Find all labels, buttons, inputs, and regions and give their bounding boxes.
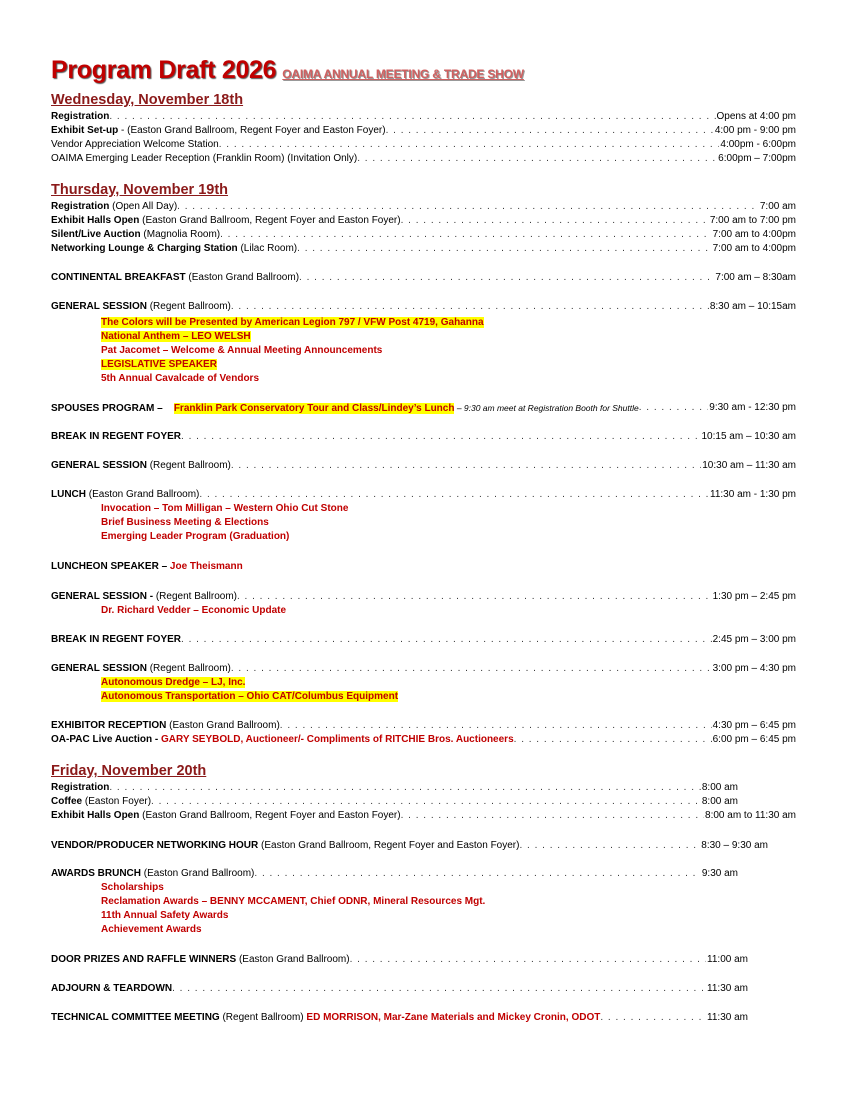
time-value: 1:30 pm – 2:45 pm — [712, 591, 796, 602]
schedule-row: Coffee (Easton Foyer) . . . 8:00 am — [51, 795, 796, 809]
time-value: 6:00pm – 7:00pm — [718, 153, 796, 164]
time-value: 9:30 am - 12:30 pm — [709, 402, 796, 413]
session-item: 5th Annual Cavalcade of Vendors — [101, 373, 260, 384]
schedule-row: GENERAL SESSION - (Regent Ballroom) . . . 1:30 pm – 2:45 pm — [51, 590, 796, 604]
time-value: 10:30 am – 11:30 am — [702, 460, 796, 471]
session-item: Emerging Leader Program (Graduation) — [101, 531, 290, 542]
luncheon-speaker-row: LUNCHEON SPEAKER – Joe Theismann — [51, 561, 243, 572]
session-item: National Anthem – LEO WELSH — [101, 331, 251, 342]
schedule-row: GENERAL SESSION (Regent Ballroom) . . . 8:30 am – 10:15am — [51, 300, 796, 314]
time-value: 4:30 pm – 6:45 pm — [712, 720, 796, 731]
schedule-row: Registration . . . Opens at 4:00 pm — [51, 110, 796, 124]
session-item: Autonomous Transportation – Ohio CAT/Columbus Equipment — [101, 691, 399, 702]
time-value: 7:00 am to 7:00 pm — [709, 215, 796, 226]
page-subtitle: OAIMA ANNUAL MEETING & TRADE SHOW — [282, 67, 524, 81]
time-value: 7:00 am to 4:00pm — [712, 243, 796, 254]
schedule-row: VENDOR/PRODUCER NETWORKING HOUR (Easton Grand Ballroom, Regent Foyer and Easton Foyer) . . . 8:30 – 9:30 am — [51, 839, 796, 853]
time-value: 8:00 am to 11:30 am — [705, 810, 796, 821]
oapac-row: OA-PAC Live Auction - GARY SEYBOLD, Auctioneer/- Compliments of RITCHIE Bros. Auctioneers . . . 6:00 pm – 6:45 pm — [51, 733, 796, 747]
program-document — [51, 56, 796, 1023]
time-value: 11:30 am - 1:30 pm — [710, 489, 796, 500]
session-item: Dr. Richard Vedder – Economic Update — [101, 605, 287, 616]
schedule-row: Exhibit Set-up - (Easton Grand Ballroom, Regent Foyer and Easton Foyer) . . . 4:00 pm - 9:00 pm — [51, 124, 796, 138]
schedule-row: ADJOURN & TEARDOWN . . . 11:30 am — [51, 982, 796, 996]
session-item: Autonomous Dredge – LJ, Inc. — [101, 677, 246, 688]
time-value: 9:30 am — [701, 868, 738, 879]
time-value: 3:00 pm – 4:30 pm — [712, 663, 796, 674]
spouses-highlight: Franklin Park Conservatory Tour and Class/Lindey’s Lunch — [173, 403, 455, 414]
schedule-row: Vendor Appreciation Welcome Station . . . 4:00pm - 6:00pm — [51, 138, 796, 152]
session-item: Brief Business Meeting & Elections — [101, 517, 269, 528]
schedule-row: Silent/Live Auction (Magnolia Room) . . . 7:00 am to 4:00pm — [51, 228, 796, 242]
time-value: 8:00 am — [701, 796, 738, 807]
time-value: Opens at 4:00 pm — [716, 111, 796, 122]
schedule-row: DOOR PRIZES AND RAFFLE WINNERS (Easton Grand Ballroom) . . . 11:00 am — [51, 953, 796, 967]
technical-committee-row: TECHNICAL COMMITTEE MEETING (Regent Ballroom) ED MORRISON, Mar-Zane Materials and Mickey Cronin, ODOT . . . 11:30 am — [51, 1011, 796, 1025]
schedule-row: CONTINENTAL BREAKFAST (Easton Grand Ballroom) . . . 7:00 am – 8:30am — [51, 271, 796, 285]
spouses-program-row: SPOUSES PROGRAM – Franklin Park Conservatory Tour and Class/Lindey’s Lunch – 9:30 am meet at Registration Booth for Shuttle . . . 9:30 am - 12:30 pm — [51, 401, 796, 415]
award-item: Scholarships — [101, 882, 164, 893]
time-value: 7:00 am to 4:00pm — [712, 229, 796, 240]
wednesday-heading: Wednesday, November 18th — [51, 92, 244, 108]
time-value: 6:00 pm – 6:45 pm — [712, 734, 796, 745]
schedule-row: Registration (Open All Day) . . . 7:00 am — [51, 200, 796, 214]
schedule-row: EXHIBITOR RECEPTION (Easton Grand Ballroom) . . . 4:30 pm – 6:45 pm — [51, 719, 796, 733]
time-value: 8:00 am — [701, 782, 738, 793]
time-value: 7:00 am – 8:30am — [715, 272, 796, 283]
session-item: Invocation – Tom Milligan – Western Ohio Cut Stone — [101, 503, 349, 514]
speaker-name: Joe Theismann — [169, 561, 243, 572]
award-item: Reclamation Awards – BENNY MCCAMENT, Chief ODNR, Mineral Resources Mgt. — [101, 896, 486, 907]
schedule-row: OAIMA Emerging Leader Reception (Franklin Room) (Invitation Only) . . . 6:00pm – 7:00pm — [51, 152, 796, 166]
page-title: Program Draft 2026 — [51, 56, 277, 84]
schedule-row: AWARDS BRUNCH (Easton Grand Ballroom) . . . 9:30 am — [51, 867, 796, 881]
schedule-row: GENERAL SESSION (Regent Ballroom) . . . 3:00 pm – 4:30 pm — [51, 662, 796, 676]
award-item: Achievement Awards — [101, 924, 202, 935]
session-item: Pat Jacomet – Welcome & Annual Meeting Announcements — [101, 345, 383, 356]
schedule-row: BREAK IN REGENT FOYER . . . 2:45 pm – 3:00 pm — [51, 633, 796, 647]
time-value: 8:30 am – 10:15am — [709, 301, 796, 312]
time-value: 7:00 am — [759, 201, 796, 212]
time-value: 11:00 am — [707, 954, 748, 965]
time-value: 4:00pm - 6:00pm — [720, 139, 796, 150]
award-item: 11th Annual Safety Awards — [101, 910, 229, 921]
session-item: The Colors will be Presented by American Legion 797 / VFW Post 4719, Gahanna — [101, 317, 484, 328]
time-value: 11:30 am — [707, 983, 748, 994]
schedule-row: LUNCH (Easton Grand Ballroom) . . . 11:30 am - 1:30 pm — [51, 488, 796, 502]
schedule-row: Exhibit Halls Open (Easton Grand Ballroom, Regent Foyer and Easton Foyer) . . . 8:00 am to 11:30 am — [51, 809, 796, 823]
schedule-row: Registration . . . 8:00 am — [51, 781, 796, 795]
schedule-row: Exhibit Halls Open (Easton Grand Ballroom, Regent Foyer and Easton Foyer) . . . 7:00 am to 7:00 pm — [51, 214, 796, 228]
schedule-row: GENERAL SESSION (Regent Ballroom) . . . 10:30 am – 11:30 am — [51, 459, 796, 473]
time-value: 10:15 am – 10:30 am — [701, 431, 796, 442]
session-item: LEGISLATIVE SPEAKER — [101, 359, 217, 370]
time-value: 4:00 pm - 9:00 pm — [714, 125, 796, 136]
title-row — [51, 56, 796, 88]
time-value: 8:30 – 9:30 am — [701, 840, 768, 851]
friday-heading: Friday, November 20th — [51, 763, 207, 779]
thursday-heading: Thursday, November 19th — [51, 182, 229, 198]
time-value: 2:45 pm – 3:00 pm — [712, 634, 796, 645]
time-value: 11:30 am — [707, 1012, 748, 1023]
schedule-row: BREAK IN REGENT FOYER . . . 10:15 am – 10:30 am — [51, 430, 796, 444]
schedule-row: Networking Lounge & Charging Station (Lilac Room) . . . 7:00 am to 4:00pm — [51, 242, 796, 256]
